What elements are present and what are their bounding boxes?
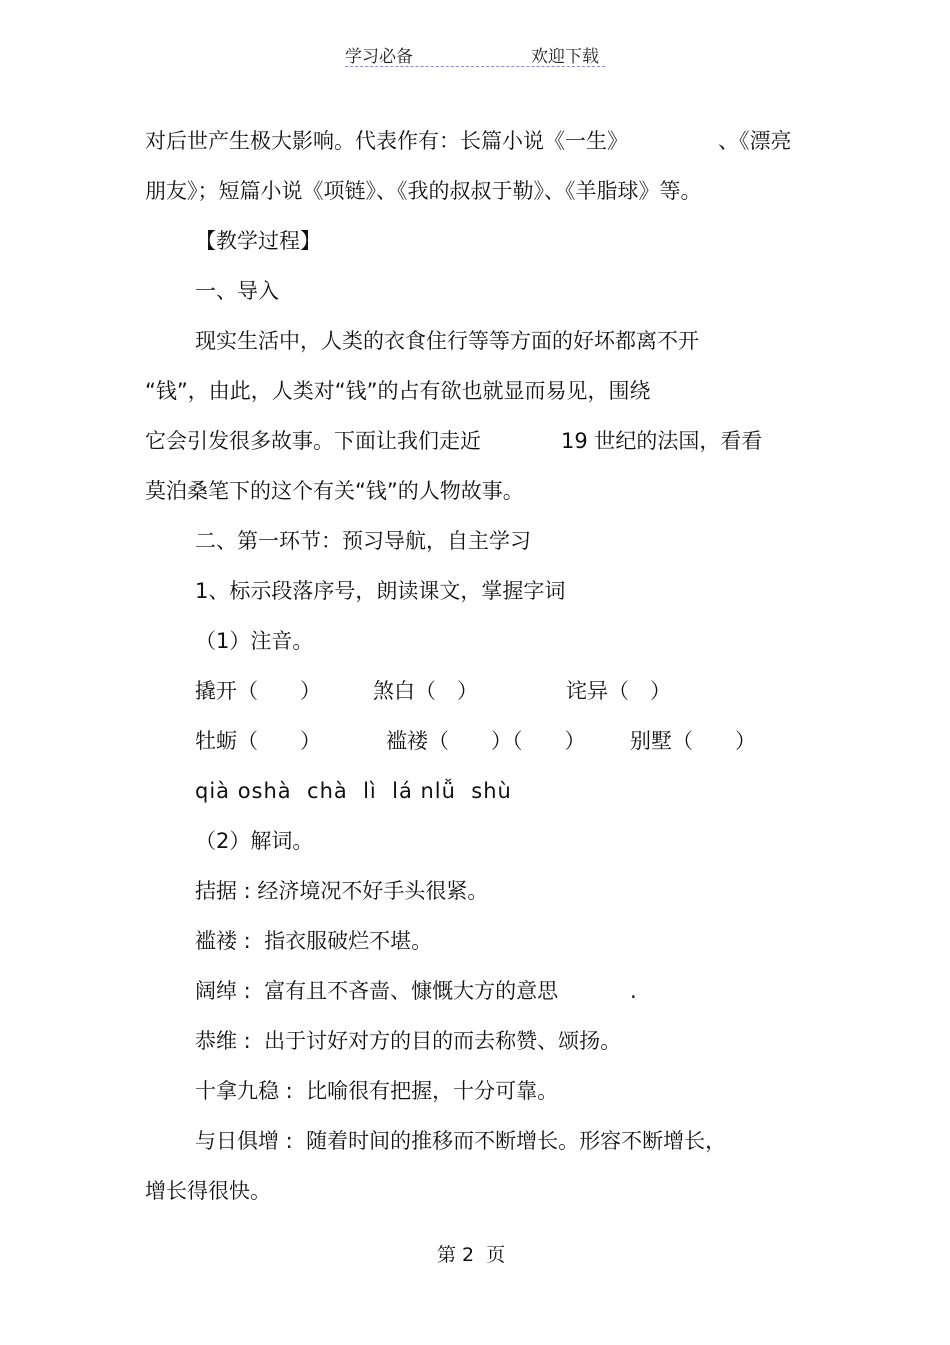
- intro-line-2: 朋友》；短篇小说《项链》、《我的叔叔于勒》、《羊脂球》等。: [145, 179, 702, 203]
- definition-6-continued: 增长得很快。: [145, 1179, 271, 1203]
- pinyin-blank-2: 煞白（ ）: [373, 679, 478, 703]
- pinyin-answers: qià oshà chà lì lá nlǚ shù: [195, 779, 512, 803]
- header-left-text: 学习必备: [345, 47, 413, 67]
- definition-1: 拮据 : 经济境况不好手头很紧。: [195, 879, 489, 903]
- part2-title: 二、第一环节：预习导航，自主学习: [195, 529, 531, 553]
- part1-paragraph-line-3a: 它会引发很多故事。下面让我们走近: [145, 429, 481, 453]
- pinyin-blank-1: 撬开（ ）: [195, 679, 321, 703]
- intro-line-1b: 、《漂亮: [718, 129, 792, 153]
- part2-sub-2: （2）解词。: [195, 829, 314, 853]
- definition-3: 阔绰 : 富有且不吝啬、慷慨大方的意思: [195, 979, 559, 1003]
- part2-sub-1: （1）注音。: [195, 629, 314, 653]
- part1-paragraph-line-4: 莫泊桑笔下的这个有关“钱”的人物故事。: [145, 479, 524, 503]
- pinyin-blank-6: 别墅（ ）: [630, 729, 756, 753]
- page-number: 第 2 页: [437, 1244, 506, 1266]
- page-header: [345, 40, 605, 67]
- header-right-text: 欢迎下载: [531, 47, 599, 67]
- definition-3-period: .: [630, 979, 637, 1003]
- part1-title: 一、导入: [195, 279, 279, 303]
- intro-line-1a: 对后世产生极大影响。代表作有：长篇小说《一生》: [145, 129, 628, 153]
- definition-4: 恭维 : 出于讨好对方的目的而去称赞、颂扬。: [195, 1029, 622, 1053]
- part1-paragraph-line-2: “钱”，由此，人类对“钱”的占有欲也就显而易见，围绕: [145, 379, 651, 403]
- definition-2: 褴褛 : 指衣服破烂不堪。: [195, 929, 433, 953]
- pinyin-blank-5: 褴褛（ ）（ ）: [386, 729, 586, 753]
- part1-paragraph-line-3b: 19 世纪的法国，看看: [561, 429, 763, 453]
- definition-6: 与日俱增 : 随着时间的推移而不断增长。形容不断增长，: [195, 1129, 727, 1153]
- pinyin-blank-3: 诧异（ ）: [566, 679, 671, 703]
- part1-paragraph-line-1: 现实生活中，人类的衣食住行等等方面的好坏都离不开: [195, 329, 699, 353]
- pinyin-blank-4: 牡蛎（ ）: [195, 729, 321, 753]
- definition-5: 十拿九稳 : 比喻很有把握，十分可靠。: [195, 1079, 559, 1103]
- part2-item-1: 1、标示段落序号，朗读课文，掌握字词: [195, 579, 566, 603]
- section-title: 【教学过程】: [195, 229, 321, 253]
